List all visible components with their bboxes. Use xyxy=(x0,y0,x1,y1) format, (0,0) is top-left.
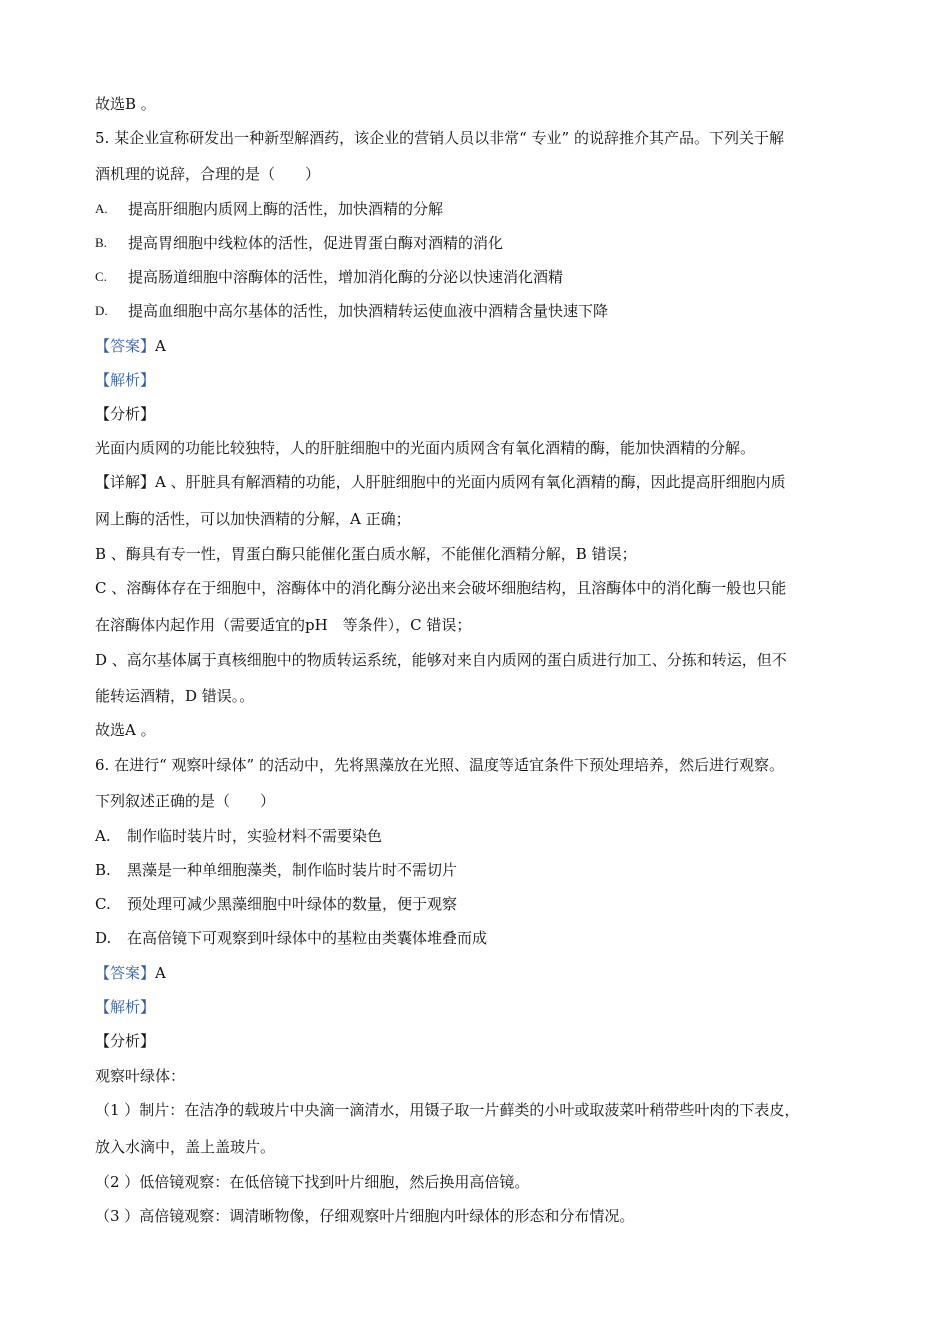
q5-option-a xyxy=(95,199,870,219)
option-label: A. xyxy=(95,201,108,216)
option-label: C. xyxy=(95,895,111,913)
q5-stem-line2: 酒机理的说辞，合理的是（ ） xyxy=(95,165,321,183)
option-text: 预处理可减少黑藻细胞中叶绿体的数量，便于观察 xyxy=(127,895,458,913)
option-label: B. xyxy=(95,861,111,879)
q6-step3: （3 ）高倍镜观察：调清晰物像，仔细观察叶片细胞内叶绿体的形态和分布情况。 xyxy=(95,1207,635,1225)
q5-detail-line3: B 、酶具有专一性，胃蛋白酶只能催化蛋白质水解，不能催化酒精分解，B 错误； xyxy=(95,545,637,563)
q6-option-b xyxy=(95,860,870,880)
option-text: 提高胃细胞中线粒体的活性，促进胃蛋白酶对酒精的消化 xyxy=(128,234,504,252)
q6-fenxi-label: 【分析】 xyxy=(95,1032,156,1050)
q6-option-c xyxy=(95,894,870,914)
q5-detail-line4: C 、溶酶体存在于细胞中，溶酶体中的消化酶分泌出来会破坏细胞结构，且溶酶体中的消化酶一般也只能 xyxy=(95,579,787,597)
answer-value: A xyxy=(155,964,166,982)
option-text: 在高倍镜下可观察到叶绿体中的基粒由类囊体堆叠而成 xyxy=(127,929,488,947)
prev-conclusion: 故选B 。 xyxy=(95,95,156,113)
answer-label: 【答案】 xyxy=(95,337,156,355)
q6-stem-line1: 6. 在进行“ 观察叶绿体” 的活动中，先将黑藻放在光照、温度等适宜条件下预处理培养，然后进行观察。 xyxy=(95,756,784,774)
q5-detail-line6: D 、高尔基体属于真核细胞中的物质转运系统，能够对来自内质网的蛋白质进行加工、分拣和转运，但不 xyxy=(95,651,787,669)
option-text: 提高肠道细胞中溶酶体的活性，增加消化酶的分泌以快速消化酒精 xyxy=(128,268,564,286)
detail-text: A 、肝脏具有解酒精的功能，人肝脏细胞中的光面内质网有氧化酒精的酶，因此提高肝细胞内质 xyxy=(155,473,786,491)
option-text: 提高肝细胞内质网上酶的活性，加快酒精的分解 xyxy=(128,200,444,218)
q6-step2: （2 ）低倍镜观察：在低倍镜下找到叶片细胞，然后换用高倍镜。 xyxy=(95,1173,530,1191)
answer-value: A xyxy=(155,337,166,355)
option-text: 制作临时装片时，实验材料不需要染色 xyxy=(127,827,383,845)
q6-step1-line1: （1 ）制片：在洁净的载玻片中央滴一滴清水，用镊子取一片藓类的小叶或取菠菜叶稍带些叶肉的下表皮， xyxy=(95,1101,800,1119)
q6-stem-line2: 下列叙述正确的是（ ） xyxy=(95,792,276,810)
q5-option-b xyxy=(95,233,870,253)
q5-conclusion: 故选A 。 xyxy=(95,721,156,739)
q6-answer xyxy=(95,963,870,983)
option-label: D. xyxy=(95,303,108,318)
q6-option-a xyxy=(95,826,870,846)
q6-step1-line2: 放入水滴中，盖上盖玻片。 xyxy=(95,1138,276,1156)
q6-option-d xyxy=(95,928,870,948)
option-text: 黑藻是一种单细胞藻类，制作临时装片时不需切片 xyxy=(127,861,458,879)
q5-detail-line7: 能转运酒精，D 错误。。 xyxy=(95,687,255,705)
q5-analysis-text: 光面内质网的功能比较独特，人的肝脏细胞中的光面内质网含有氧化酒精的酶，能加快酒精的分解。 xyxy=(95,439,756,457)
detail-label: 【详解】 xyxy=(95,473,156,491)
q5-detail-line2: 网上酶的活性，可以加快酒精的分解，A 正确； xyxy=(95,510,411,528)
option-label: C. xyxy=(95,269,107,284)
q6-analysis-label: 【解析】 xyxy=(95,998,156,1016)
q5-option-c xyxy=(95,267,870,287)
q5-detail-line1 xyxy=(95,472,870,492)
q5-option-d xyxy=(95,301,870,321)
option-text: 提高血细胞中高尔基体的活性，加快酒精转运使血液中酒精含量快速下降 xyxy=(128,302,609,320)
q6-analysis-title: 观察叶绿体： xyxy=(95,1067,186,1085)
option-label: B. xyxy=(95,235,107,250)
option-label: D. xyxy=(95,929,112,947)
q5-fenxi-label: 【分析】 xyxy=(95,405,156,423)
q5-answer xyxy=(95,336,870,356)
q5-analysis-label: 【解析】 xyxy=(95,371,156,389)
q5-stem-line1: 5. 某企业宣称研发出一种新型解酒药，该企业的营销人员以非常“ 专业” 的说辞推介其产品。下列关于解 xyxy=(95,129,784,147)
answer-label: 【答案】 xyxy=(95,964,156,982)
q5-detail-line5: 在溶酶体内起作用（需要适宜的pH 等条件），C 错误； xyxy=(95,616,472,634)
option-label: A. xyxy=(95,827,111,845)
